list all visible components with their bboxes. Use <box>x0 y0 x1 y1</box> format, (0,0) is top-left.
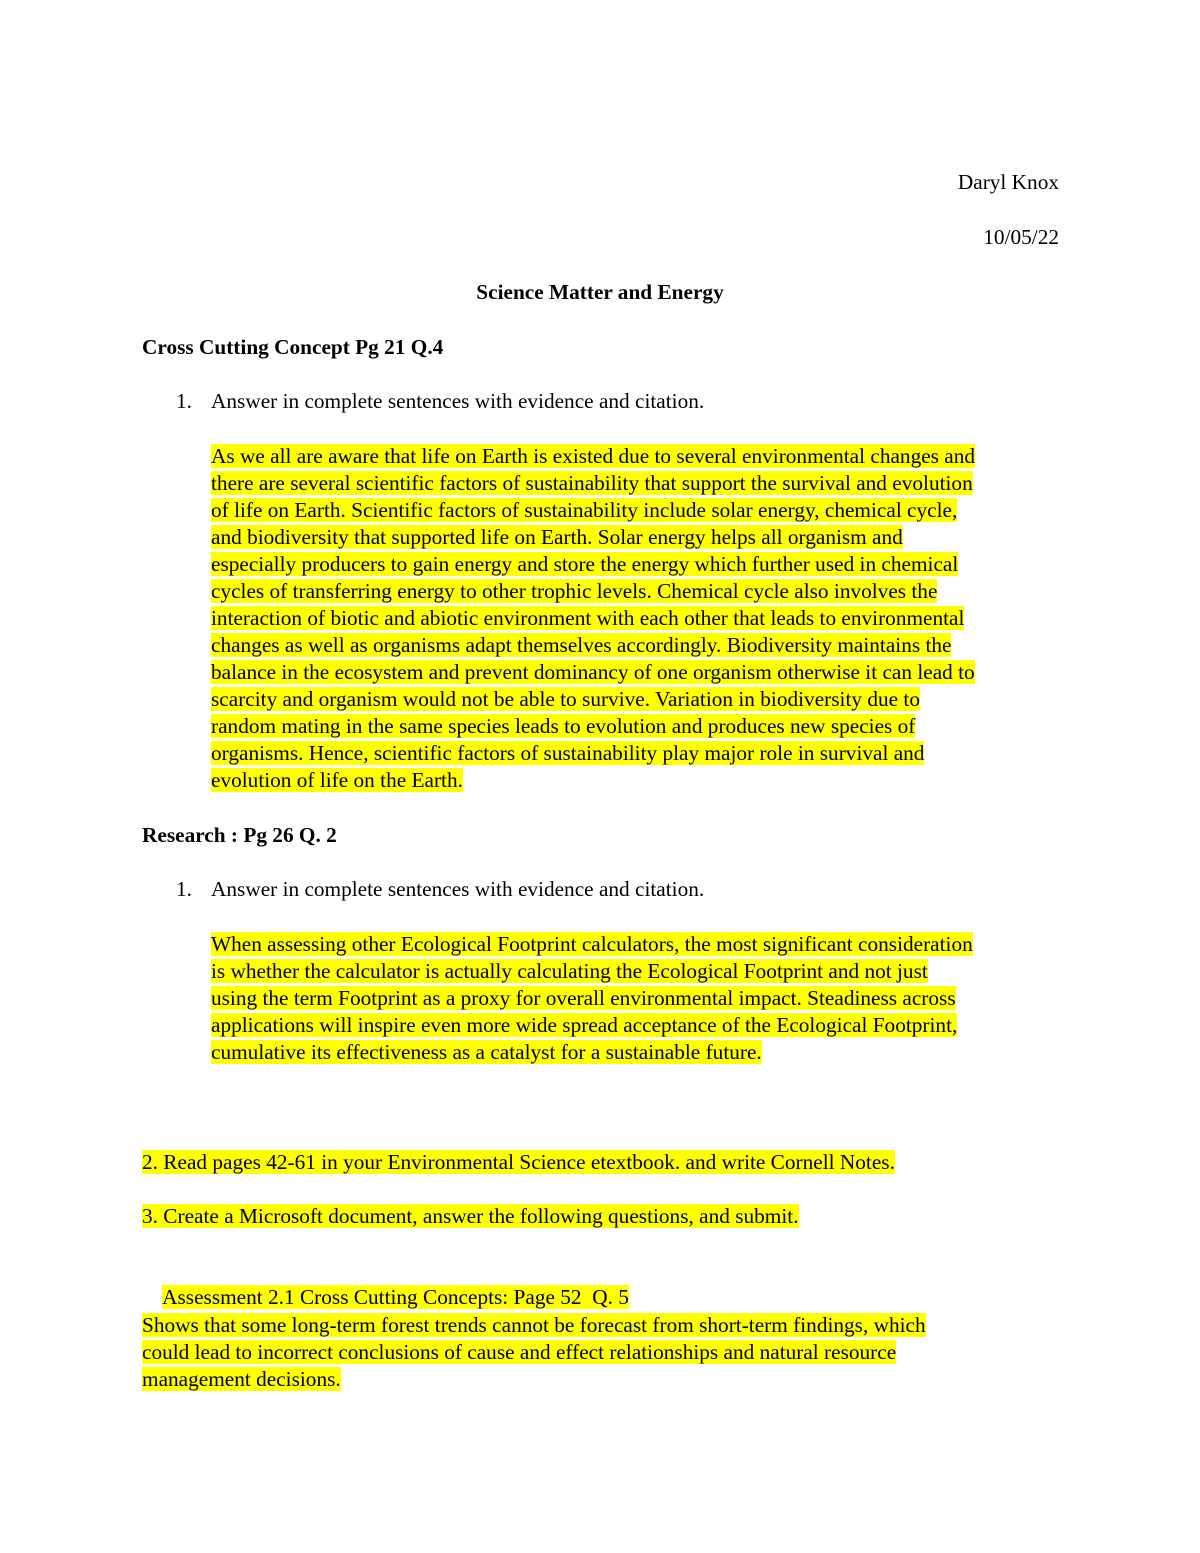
answer-line: is whether the calculator is actually calculating the Ecological Footprint and not just <box>211 959 928 983</box>
answer-line: cumulative its effectiveness as a catalyst for a sustainable future. <box>211 1040 762 1064</box>
assessment-heading: Assessment 2.1 Cross Cutting Concepts: Page 52 Q. 5 <box>162 1285 629 1309</box>
answer-line: evolution of life on the Earth. <box>211 768 463 792</box>
section-heading-cross-cutting: Cross Cutting Concept Pg 21 Q.4 <box>142 335 444 359</box>
answer-line: management decisions. <box>142 1367 341 1391</box>
section-heading-research: Research : Pg 26 Q. 2 <box>142 823 337 847</box>
answer-line: scarcity and organism would not be able to survive. Variation in biodiversity due to <box>211 687 920 711</box>
answer-line: using the term Footprint as a proxy for overall environmental impact. Steadiness across <box>211 986 956 1010</box>
answer-line: there are several scientific factors of sustainability that support the survival and evolution <box>211 471 973 495</box>
list-item-instruction: Answer in complete sentences with evidence and citation. <box>211 877 705 901</box>
document-date: 10/05/22 <box>983 225 1059 249</box>
answer-line: As we all are aware that life on Earth is existed due to several environmental changes and <box>211 444 976 468</box>
author-name: Daryl Knox <box>957 170 1059 194</box>
list-item-instruction: Answer in complete sentences with evidence and citation. <box>211 389 705 413</box>
answer-line: changes as well as organisms adapt themselves accordingly. Biodiversity maintains the <box>211 633 952 657</box>
answer-line: applications will inspire even more wide spread acceptance of the Ecological Footprint, <box>211 1013 958 1037</box>
assessment-answer <box>142 1312 926 1393</box>
answer-line: When assessing other Ecological Footprint calculators, the most significant consideration <box>211 932 973 956</box>
answer-paragraph-1 <box>211 443 1071 794</box>
list-number: 1. <box>176 877 192 901</box>
answer-line: random mating in the same species leads to evolution and produces new species of <box>211 714 916 738</box>
answer-line: cycles of transferring energy to other trophic levels. Chemical cycle also involves the <box>211 579 938 603</box>
answer-line: could lead to incorrect conclusions of cause and effect relationships and natural resource <box>142 1340 897 1364</box>
answer-paragraph-2 <box>211 931 1071 1066</box>
answer-line: of life on Earth. Scientific factors of sustainability include solar energy, chemical cycle, <box>211 498 958 522</box>
task-read-pages: 2. Read pages 42-61 in your Environmental Science etextbook. and write Cornell Notes. <box>142 1150 895 1174</box>
task-create-document: 3. Create a Microsoft document, answer the following questions, and submit. <box>142 1204 799 1228</box>
answer-line: organisms. Hence, scientific factors of sustainability play major role in survival and <box>211 741 925 765</box>
answer-line: Shows that some long-term forest trends cannot be forecast from short-term findings, which <box>142 1313 926 1337</box>
answer-line: balance in the ecosystem and prevent dominancy of one organism otherwise it can lead to <box>211 660 975 684</box>
answer-line: and biodiversity that supported life on Earth. Solar energy helps all organism and <box>211 525 903 549</box>
list-number: 1. <box>176 389 192 413</box>
answer-line: interaction of biotic and abiotic environment with each other that leads to environmental <box>211 606 965 630</box>
answer-line: especially producers to gain energy and store the energy which further used in chemical <box>211 552 959 576</box>
document-title: Science Matter and Energy <box>476 280 724 304</box>
